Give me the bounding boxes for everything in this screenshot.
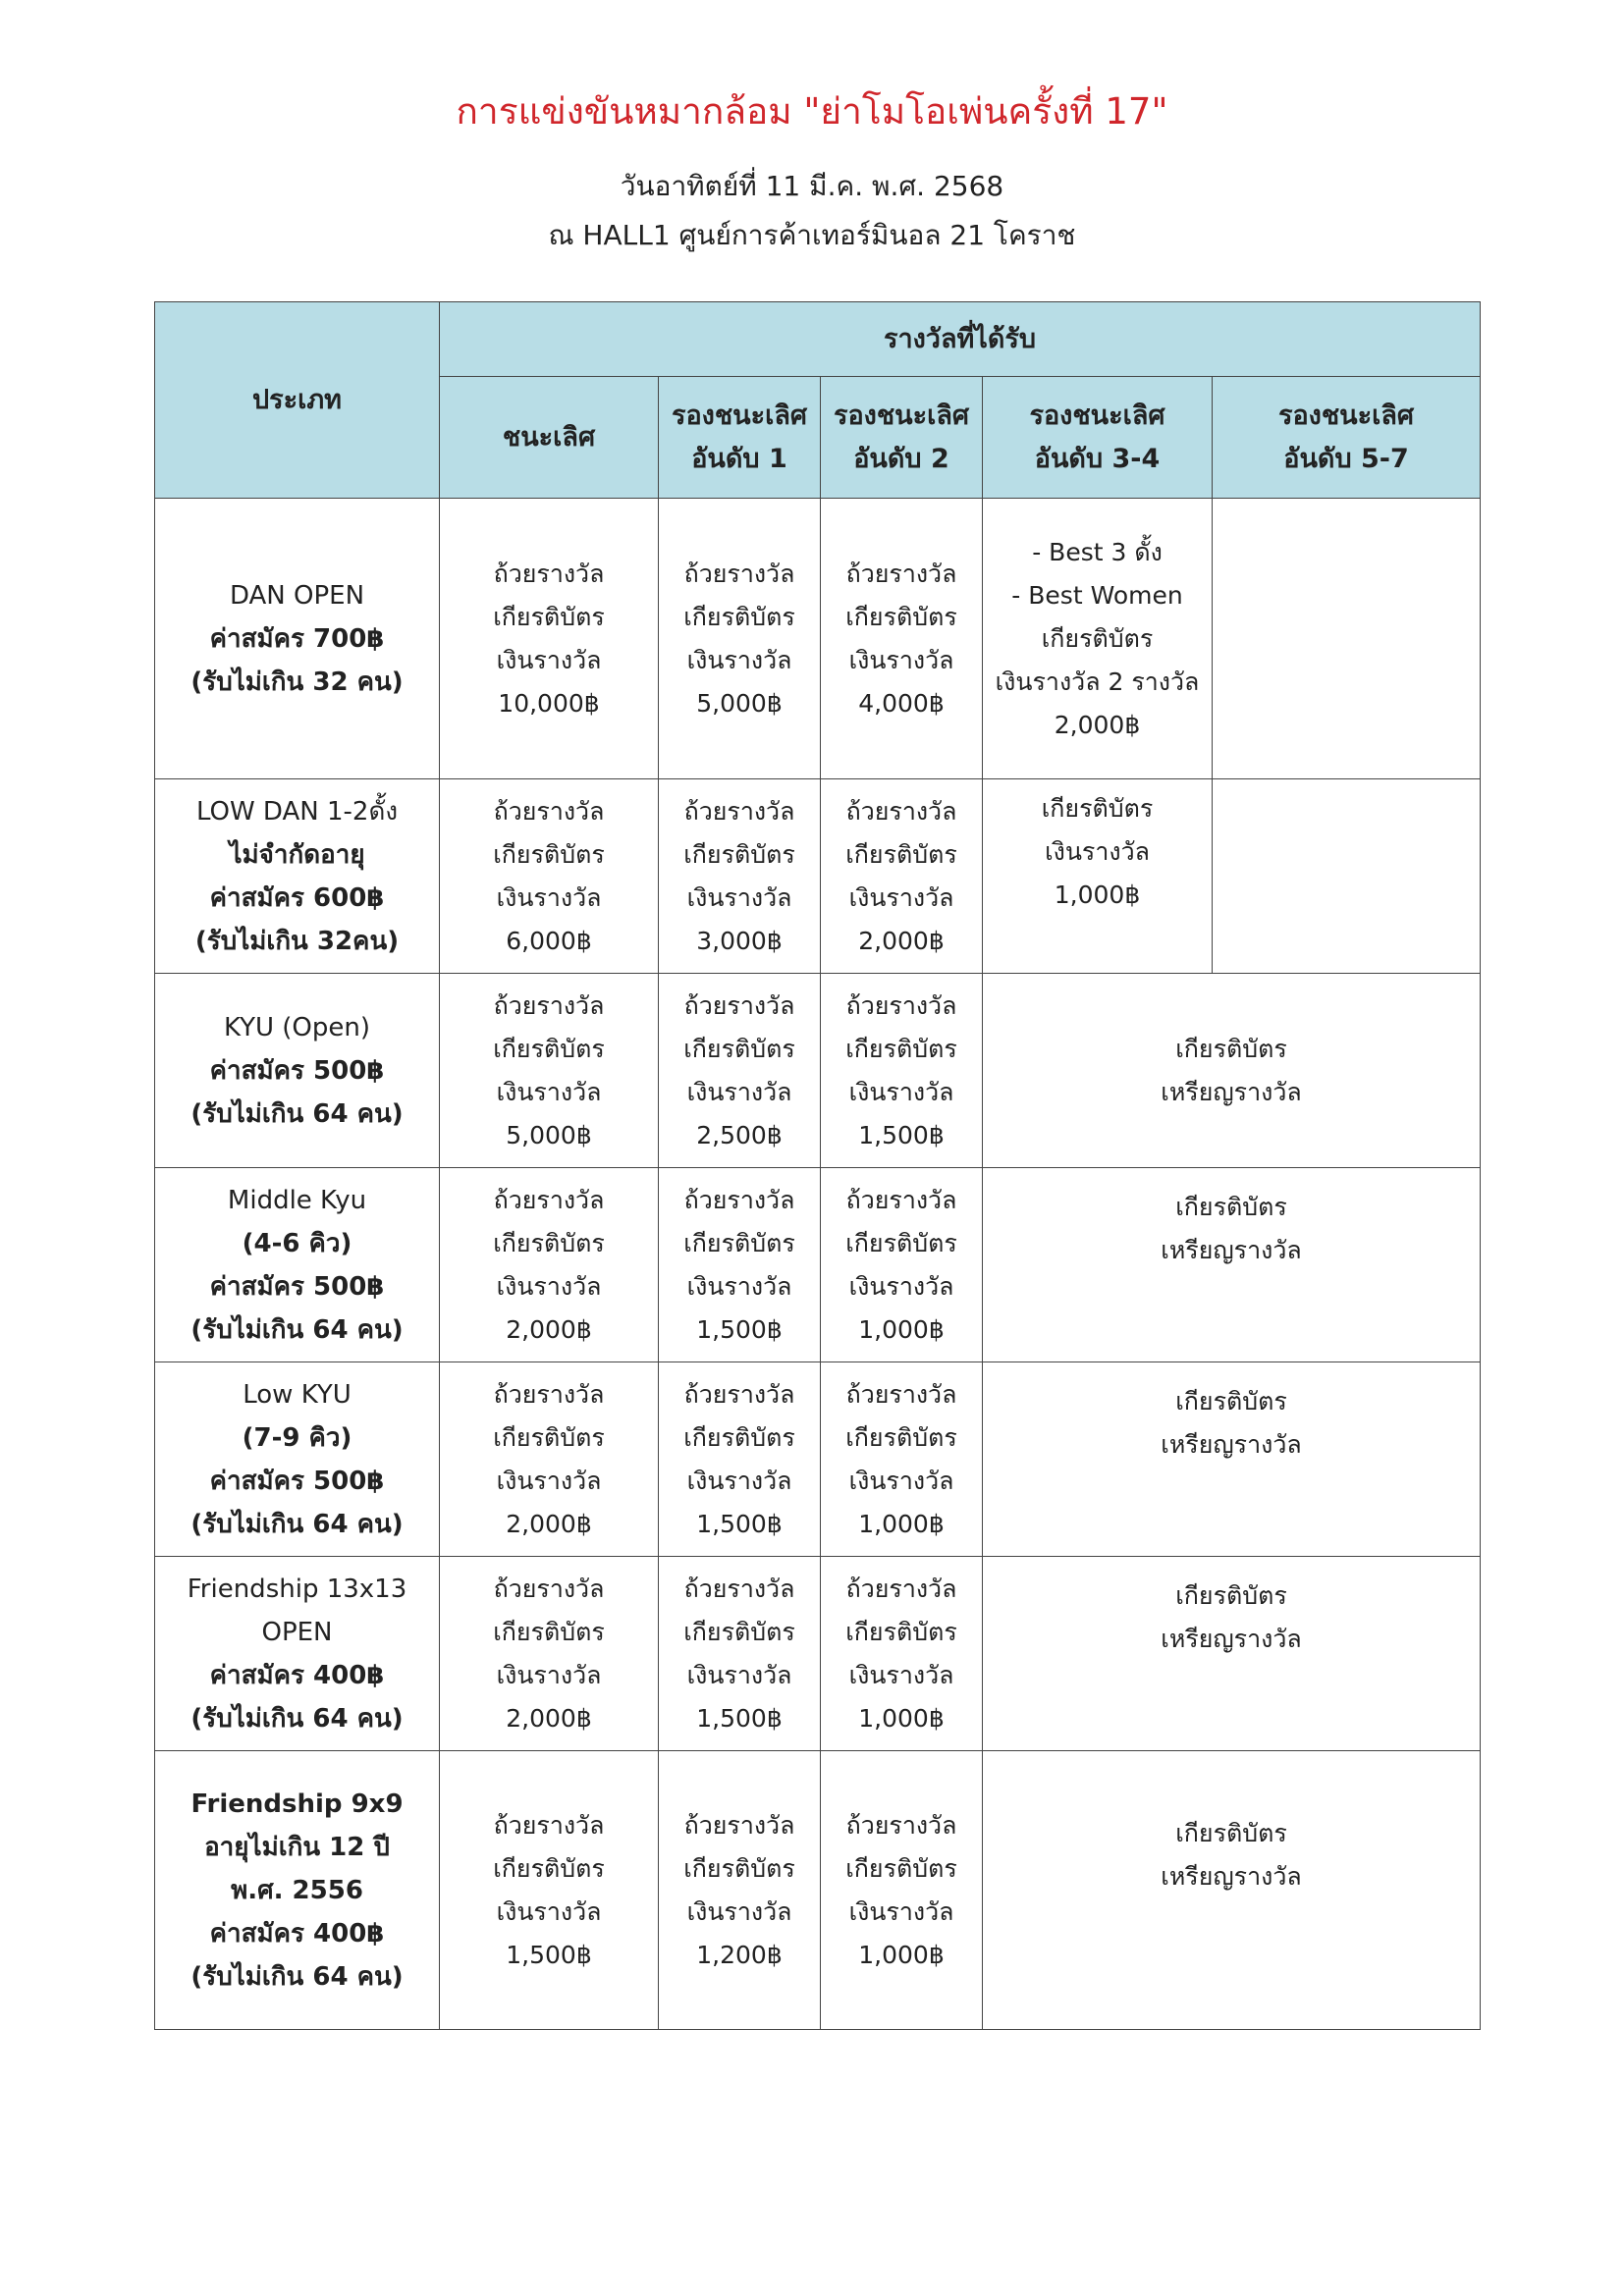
prize-cell-rank2: ถ้วยรางวัล เกียรติบัตร เงินรางวัล 2,000฿ (821, 779, 983, 974)
prize-cell-rank3-7: เกียรติบัตร เหรียญรางวัล (983, 1751, 1481, 2030)
category-cell: KYU (Open) ค่าสมัคร 500฿ (รับไม่เกิน 64 คน) (155, 974, 440, 1168)
prize-cell-rank1: ถ้วยรางวัล เกียรติบัตร เงินรางวัล 2,500฿ (659, 974, 821, 1168)
table-row (155, 1168, 1481, 1362)
rank-header-3-4: รองชนะเลิศ อันดับ 3-4 (983, 377, 1213, 499)
rank-header-1: รองชนะเลิศ อันดับ 1 (659, 377, 821, 499)
prize-cell-rank3-4: - Best 3 ดั้ง - Best Women เกียรติบัตร เงินรางวัล 2 รางวัล 2,000฿ (983, 499, 1213, 779)
table-row (155, 1362, 1481, 1557)
table-row (155, 1557, 1481, 1751)
prize-cell-rank1: ถ้วยรางวัล เกียรติบัตร เงินรางวัล 3,000฿ (659, 779, 821, 974)
table-row (155, 499, 1481, 779)
category-cell: Friendship 9x9 อายุไม่เกิน 12 ปี พ.ศ. 2556 ค่าสมัคร 400฿ (รับไม่เกิน 64 คน) (155, 1751, 440, 2030)
rank-header-5-7: รองชนะเลิศ อันดับ 5-7 (1213, 377, 1481, 499)
prize-cell-rank2: ถ้วยรางวัล เกียรติบัตร เงินรางวัล 1,000฿ (821, 1168, 983, 1362)
document-title: การแข่งขันหมากล้อม "ย่าโมโอเพ่นครั้งที่ 17" (456, 90, 1168, 133)
prize-cell-rank5-7 (1213, 499, 1481, 779)
prize-cell-winner: ถ้วยรางวัล เกียรติบัตร เงินรางวัล 5,000฿ (440, 974, 659, 1168)
prize-cell-rank2: ถ้วยรางวัล เกียรติบัตร เงินรางวัล 1,000฿ (821, 1557, 983, 1751)
event-venue: ณ HALL1 ศูนย์การค้าเทอร์มินอล 21 โคราช (548, 219, 1076, 251)
category-cell: Friendship 13x13 OPEN ค่าสมัคร 400฿ (รับไม่เกิน 64 คน) (155, 1557, 440, 1751)
table-row (155, 1751, 1481, 2030)
prize-cell-rank1: ถ้วยรางวัล เกียรติบัตร เงินรางวัล 1,500฿ (659, 1557, 821, 1751)
prize-cell-rank3-4: เกียรติบัตร เงินรางวัล 1,000฿ (983, 779, 1213, 974)
prize-cell-winner: ถ้วยรางวัล เกียรติบัตร เงินรางวัล 2,000฿ (440, 1557, 659, 1751)
prize-cell-rank3-7: เกียรติบัตร เหรียญรางวัล (983, 974, 1481, 1168)
rank-header-2: รองชนะเลิศ อันดับ 2 (821, 377, 983, 499)
prize-cell-winner: ถ้วยรางวัล เกียรติบัตร เงินรางวัล 2,000฿ (440, 1362, 659, 1557)
prize-cell-winner: ถ้วยรางวัล เกียรติบัตร เงินรางวัล 1,500฿ (440, 1751, 659, 2030)
prize-cell-rank5-7 (1213, 779, 1481, 974)
event-date: วันอาทิตย์ที่ 11 มี.ค. พ.ศ. 2568 (620, 170, 1004, 202)
table-row (155, 779, 1481, 974)
category-cell: Low KYU (7-9 คิว) ค่าสมัคร 500฿ (รับไม่เกิน 64 คน) (155, 1362, 440, 1557)
category-cell: DAN OPEN ค่าสมัคร 700฿ (รับไม่เกิน 32 คน) (155, 499, 440, 779)
prize-cell-winner: ถ้วยรางวัล เกียรติบัตร เงินรางวัล 10,000฿ (440, 499, 659, 779)
prize-cell-rank2: ถ้วยรางวัล เกียรติบัตร เงินรางวัล 1,500฿ (821, 974, 983, 1168)
prize-cell-rank2: ถ้วยรางวัล เกียรติบัตร เงินรางวัล 4,000฿ (821, 499, 983, 779)
prize-cell-rank2: ถ้วยรางวัล เกียรติบัตร เงินรางวัล 1,000฿ (821, 1362, 983, 1557)
prize-cell-rank1: ถ้วยรางวัล เกียรติบัตร เงินรางวัล 5,000฿ (659, 499, 821, 779)
prize-cell-rank2: ถ้วยรางวัล เกียรติบัตร เงินรางวัล 1,000฿ (821, 1751, 983, 2030)
prize-cell-rank3-7: เกียรติบัตร เหรียญรางวัล (983, 1168, 1481, 1362)
category-cell: LOW DAN 1-2ดั้ง ไม่จำกัดอายุ ค่าสมัคร 600฿ (รับไม่เกิน 32คน) (155, 779, 440, 974)
prize-cell-rank1: ถ้วยรางวัล เกียรติบัตร เงินรางวัล 1,500฿ (659, 1362, 821, 1557)
prize-cell-winner: ถ้วยรางวัล เกียรติบัตร เงินรางวัล 2,000฿ (440, 1168, 659, 1362)
prize-cell-rank1: ถ้วยรางวัล เกียรติบัตร เงินรางวัล 1,200฿ (659, 1751, 821, 2030)
prize-cell-rank3-7: เกียรติบัตร เหรียญรางวัล (983, 1362, 1481, 1557)
prize-cell-rank3-7: เกียรติบัตร เหรียญรางวัล (983, 1557, 1481, 1751)
prize-table (154, 301, 1481, 2030)
category-cell: Middle Kyu (4-6 คิว) ค่าสมัคร 500฿ (รับไม่เกิน 64 คน) (155, 1168, 440, 1362)
prize-header: รางวัลที่ได้รับ (440, 302, 1481, 377)
table-row (155, 974, 1481, 1168)
rank-header-winner: ชนะเลิศ (440, 377, 659, 499)
category-header: ประเภท (155, 302, 440, 499)
prize-cell-winner: ถ้วยรางวัล เกียรติบัตร เงินรางวัล 6,000฿ (440, 779, 659, 974)
prize-cell-rank1: ถ้วยรางวัล เกียรติบัตร เงินรางวัล 1,500฿ (659, 1168, 821, 1362)
